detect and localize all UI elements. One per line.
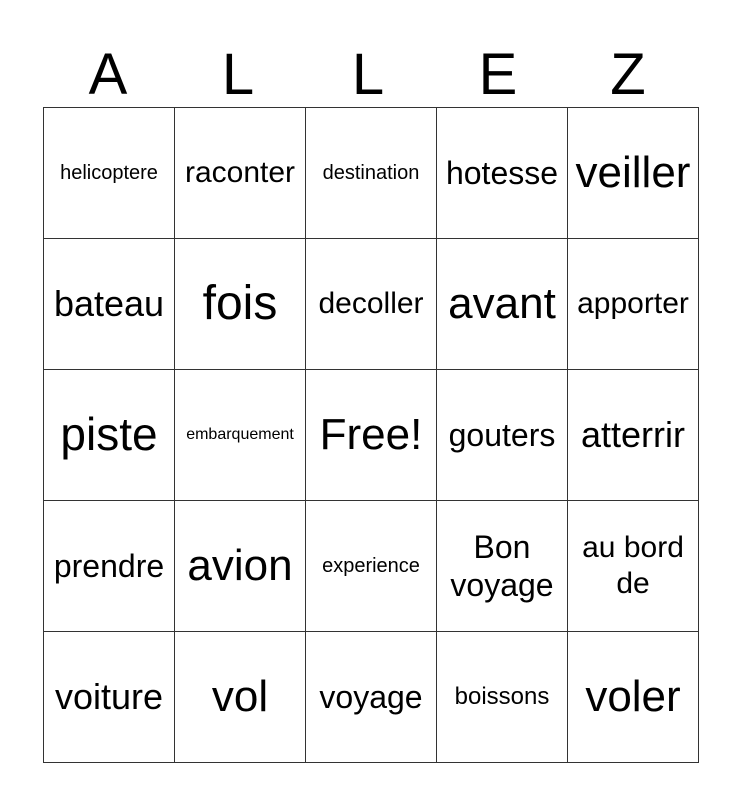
bingo-board <box>43 107 699 763</box>
board-row <box>44 108 699 239</box>
header-letter: E <box>478 42 518 107</box>
bingo-cell: experience <box>306 501 437 632</box>
bingo-cell: au bord de <box>568 501 699 632</box>
board-row <box>44 632 699 763</box>
header-letter: Z <box>610 42 646 107</box>
bingo-cell: avant <box>437 239 568 370</box>
bingo-cell: embarquement <box>175 370 306 501</box>
bingo-cell: helicoptere <box>44 108 175 239</box>
bingo-cell: veiller <box>568 108 699 239</box>
bingo-cell: voyage <box>306 632 437 763</box>
header-letter: L <box>221 42 255 107</box>
bingo-cell: vol <box>175 632 306 763</box>
bingo-cell: prendre <box>44 501 175 632</box>
bingo-cell: gouters <box>437 370 568 501</box>
bingo-cell: voiture <box>44 632 175 763</box>
board-row <box>44 501 699 632</box>
bingo-cell: bateau <box>44 239 175 370</box>
bingo-cell: decoller <box>306 239 437 370</box>
bingo-cell: avion <box>175 501 306 632</box>
bingo-cell: raconter <box>175 108 306 239</box>
bingo-cell: atterrir <box>568 370 699 501</box>
bingo-cell: voler <box>568 632 699 763</box>
free-space-cell: Free! <box>306 370 437 501</box>
board-row <box>44 370 699 501</box>
board-row <box>44 239 699 370</box>
bingo-cell: fois <box>175 239 306 370</box>
bingo-cell: Bon voyage <box>437 501 568 632</box>
header-letter: L <box>351 42 385 107</box>
bingo-cell: piste <box>44 370 175 501</box>
bingo-header <box>43 44 693 106</box>
bingo-cell: hotesse <box>437 108 568 239</box>
header-letter: A <box>88 42 128 107</box>
bingo-cell: destination <box>306 108 437 239</box>
bingo-cell: apporter <box>568 239 699 370</box>
bingo-cell: boissons <box>437 632 568 763</box>
